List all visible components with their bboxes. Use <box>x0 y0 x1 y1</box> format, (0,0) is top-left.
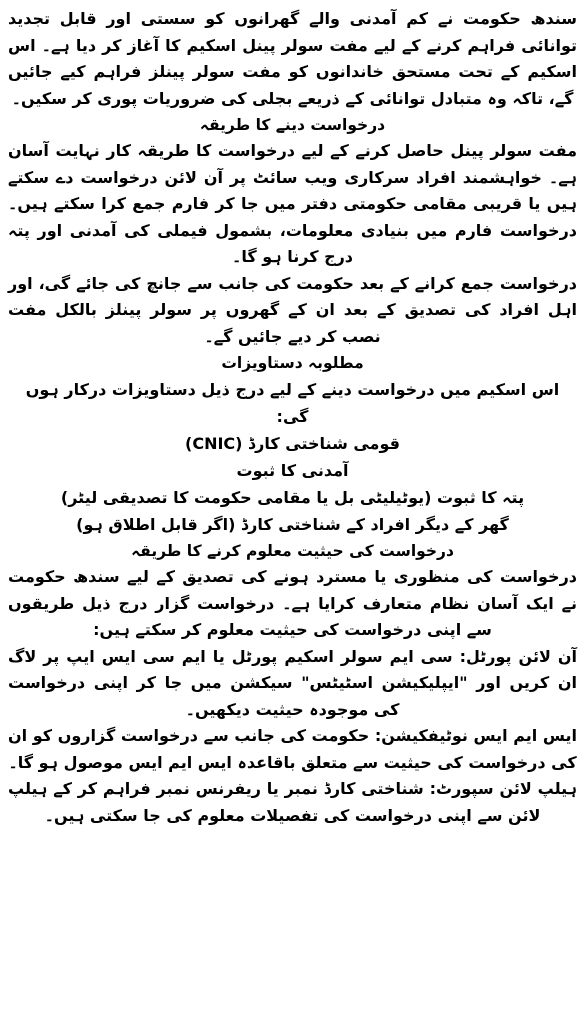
status-item-helpline: ہیلپ لائن سپورٹ: شناختی کارڈ نمبر یا ریفرنس نمبر فراہم کر کے ہیلپ لائن سے اپنی درخواست کی تفصیلات معلوم کی جا سکتی ہیں۔ <box>8 779 577 825</box>
documents-heading: مطلوبہ دستاویزات <box>221 354 364 372</box>
apply-paragraph-2: درخواست جمع کرانے کے بعد حکومت کی جانب سے جانچ کی جائے گی، اور اہل افراد کی تصدیق کے بعد ان کے گھروں پر سولر پینلز بالکل مفت نصب کر دیے جائیں گے۔ <box>8 273 577 346</box>
status-item-online-portal: آن لائن پورٹل: سی ایم سولر اسکیم پورٹل یا ایم سی ایس ایپ پر لاگ ان کریں اور "ایپلیکیشن اسٹیٹس" سیکشن میں جا کر اپنی درخواست کی موجودہ حیثیت دیکھیں۔ <box>8 646 577 719</box>
document-item-income: آمدنی کا ثبوت <box>236 461 349 480</box>
apply-paragraph-1: مفت سولر پینل حاصل کرنے کے لیے درخواست کا طریقہ کار نہایت آسان ہے۔ خواہشمند افراد سرکاری ویب سائٹ پر آن لائن درخواست دے سکتے ہیں یا قریبی مقامی حکومتی دفتر میں جا کر فارم جمع کرا سکتے ہیں۔ درخواست فارم میں بنیادی معلومات، بشمول فیملی کی آمدنی اور پتہ درج کرنا ہو گا۔ <box>8 141 577 266</box>
document-item-cnic: قومی شناختی کارڈ (CNIC) <box>185 434 400 453</box>
status-heading: درخواست کی حیثیت معلوم کرنے کا طریقہ <box>131 542 454 560</box>
apply-heading: درخواست دینے کا طریقہ <box>199 116 386 134</box>
intro-paragraph: سندھ حکومت نے کم آمدنی والے گھرانوں کو سستی اور قابل تجدید توانائی فراہم کرنے کے لیے مفت سولر پینل اسکیم کا آغاز کر دیا ہے۔ اس اسکیم کے تحت مستحق خاندانوں کو مفت سولر پینلز فراہم کیے جائیں گے، تاکہ وہ متبادل توانائی کے ذریعے بجلی کی ضروریات پوری کر سکیں۔ <box>8 9 577 108</box>
document-item-address: پتہ کا ثبوت (یوٹیلیٹی بل یا مقامی حکومت کا تصدیقی لیٹر) <box>60 488 525 507</box>
status-intro: درخواست کی منظوری یا مسترد ہونے کی تصدیق کے لیے سندھ حکومت نے ایک آسان نظام متعارف کرایا ہے۔ درخواست گزار درج ذیل طریقوں سے اپنی درخواست کی حیثیت معلوم کر سکتے ہیں: <box>8 567 577 639</box>
documents-intro: اس اسکیم میں درخواست دینے کے لیے درج ذیل دستاویزات درکار ہوں گی: <box>25 380 560 426</box>
status-item-sms: ایس ایم ایس نوٹیفکیشن: حکومت کی جانب سے درخواست گزاروں کو ان کی درخواست کی حیثیت سے متعلق باقاعدہ ایس ایم ایس موصول ہو گا۔ <box>8 726 577 772</box>
document-item-family-ids: گھر کے دیگر افراد کے شناختی کارڈ (اگر قابل اطلاق ہو) <box>76 515 509 534</box>
